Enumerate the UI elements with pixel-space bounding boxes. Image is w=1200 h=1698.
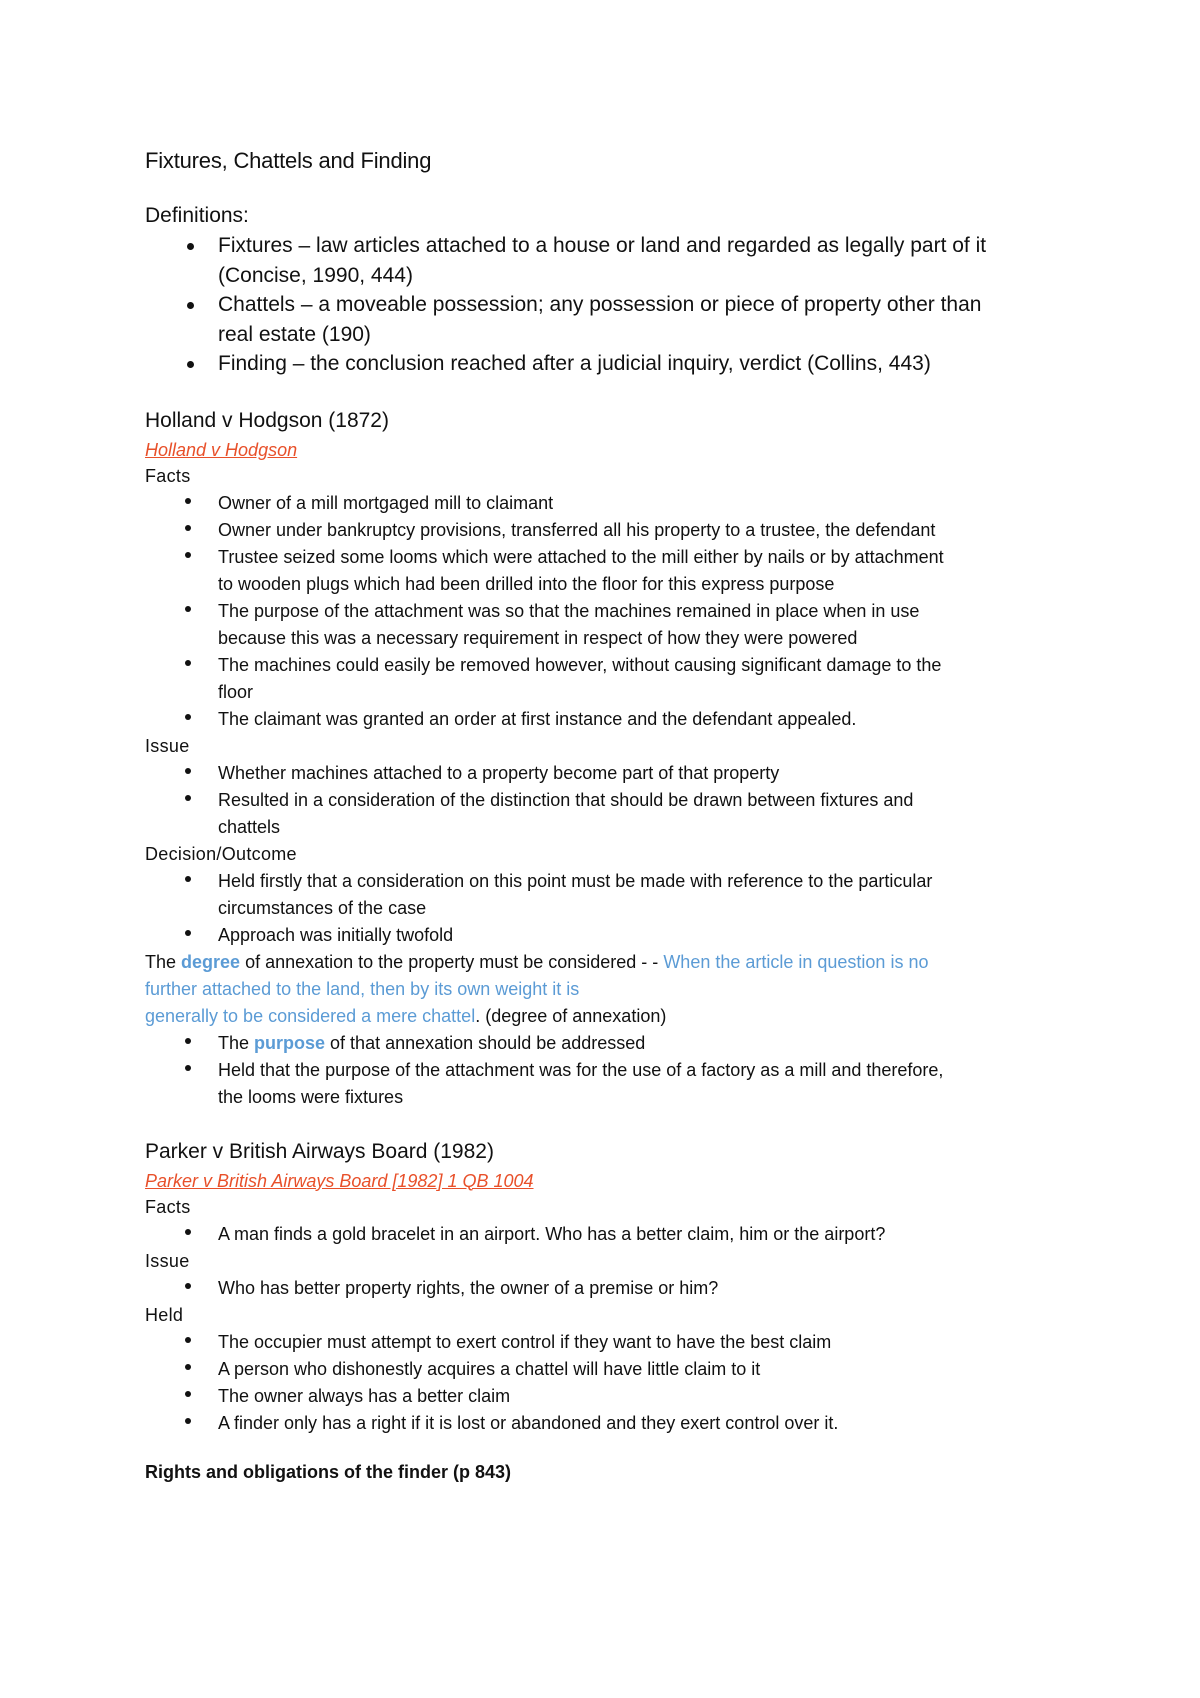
list-item: The owner always has a better claim bbox=[145, 1383, 1065, 1410]
list-item: Owner of a mill mortgaged mill to claimant bbox=[145, 490, 1065, 517]
list-item: Whether machines attached to a property become part of that property bbox=[145, 760, 1065, 787]
list-item: Held firstly that a consideration on this point must be made with reference to the particular circumstances of the case bbox=[145, 868, 1065, 922]
list-item: Who has better property rights, the owner of a premise or him? bbox=[145, 1275, 1065, 1302]
list-item: The claimant was granted an order at first instance and the defendant appealed. bbox=[145, 706, 1065, 733]
list-item: The occupier must attempt to exert control if they want to have the best claim bbox=[145, 1329, 1065, 1356]
issue-list bbox=[145, 760, 1065, 841]
issue-label: Issue bbox=[145, 1250, 190, 1271]
list-item: Approach was initially twofold bbox=[145, 922, 1065, 949]
definitions-heading: Definitions: bbox=[145, 204, 249, 227]
definitions-list bbox=[145, 231, 1065, 379]
held-list bbox=[145, 1329, 1065, 1437]
facts-list bbox=[145, 1221, 1065, 1248]
list-item: The machines could easily be removed however, without causing significant damage to the floor bbox=[145, 652, 1065, 706]
decision-list bbox=[145, 868, 1065, 949]
held-label: Held bbox=[145, 1304, 184, 1325]
degree-paragraph: The degree of annexation to the property must be considered - - When the article in question is no further attached to the land, then by its own weight it is generally to be considered a mere chattel. (degree of annexation) bbox=[145, 951, 929, 1026]
list-item: A finder only has a right if it is lost or abandoned and they exert control over it. bbox=[145, 1410, 1065, 1437]
case-heading-holland: Holland v Hodgson (1872) bbox=[145, 408, 389, 432]
list-item: Trustee seized some looms which were attached to the mill either by nails or by attachment to wooden plugs which had been drilled into the floor for this express purpose bbox=[145, 544, 1065, 598]
list-item: A person who dishonestly acquires a chattel will have little claim to it bbox=[145, 1356, 1065, 1383]
definition-item: Fixtures – law articles attached to a house or land and regarded as legally part of it (Concise, 1990, 444) bbox=[145, 231, 1065, 290]
list-item: A man finds a gold bracelet in an airport. Who has a better claim, him or the airport? bbox=[145, 1221, 1065, 1248]
decision-label: Decision/Outcome bbox=[145, 843, 297, 864]
definition-item: Chattels – a moveable possession; any possession or piece of property other than real estate (190) bbox=[145, 290, 1065, 349]
case-link-holland[interactable]: Holland v Hodgson bbox=[145, 439, 298, 460]
document-title: Fixtures, Chattels and Finding bbox=[145, 148, 432, 173]
issue-list bbox=[145, 1275, 1065, 1302]
purpose-list bbox=[145, 1030, 1065, 1111]
rights-heading: Rights and obligations of the finder (p 843) bbox=[145, 1461, 512, 1482]
case-heading-parker: Parker v British Airways Board (1982) bbox=[145, 1139, 494, 1163]
list-item: Owner under bankruptcy provisions, transferred all his property to a trustee, the defendant bbox=[145, 517, 1065, 544]
facts-list bbox=[145, 490, 1065, 733]
case-link-parker[interactable]: Parker v British Airways Board [1982] 1 QB 1004 bbox=[145, 1170, 534, 1191]
list-item: The purpose of the attachment was so that the machines remained in place when in use because this was a necessary requirement in respect of how they were powered bbox=[145, 598, 1065, 652]
list-item: The purpose of that annexation should be addressed bbox=[145, 1030, 1065, 1057]
issue-label: Issue bbox=[145, 735, 190, 756]
list-item: Held that the purpose of the attachment was for the use of a factory as a mill and therefore, the looms were fixtures bbox=[145, 1057, 1065, 1111]
facts-label: Facts bbox=[145, 465, 191, 486]
facts-label: Facts bbox=[145, 1196, 191, 1217]
document-page bbox=[145, 145, 1065, 1486]
definition-item: Finding – the conclusion reached after a judicial inquiry, verdict (Collins, 443) bbox=[145, 349, 1065, 379]
list-item: Resulted in a consideration of the distinction that should be drawn between fixtures and chattels bbox=[145, 787, 1065, 841]
